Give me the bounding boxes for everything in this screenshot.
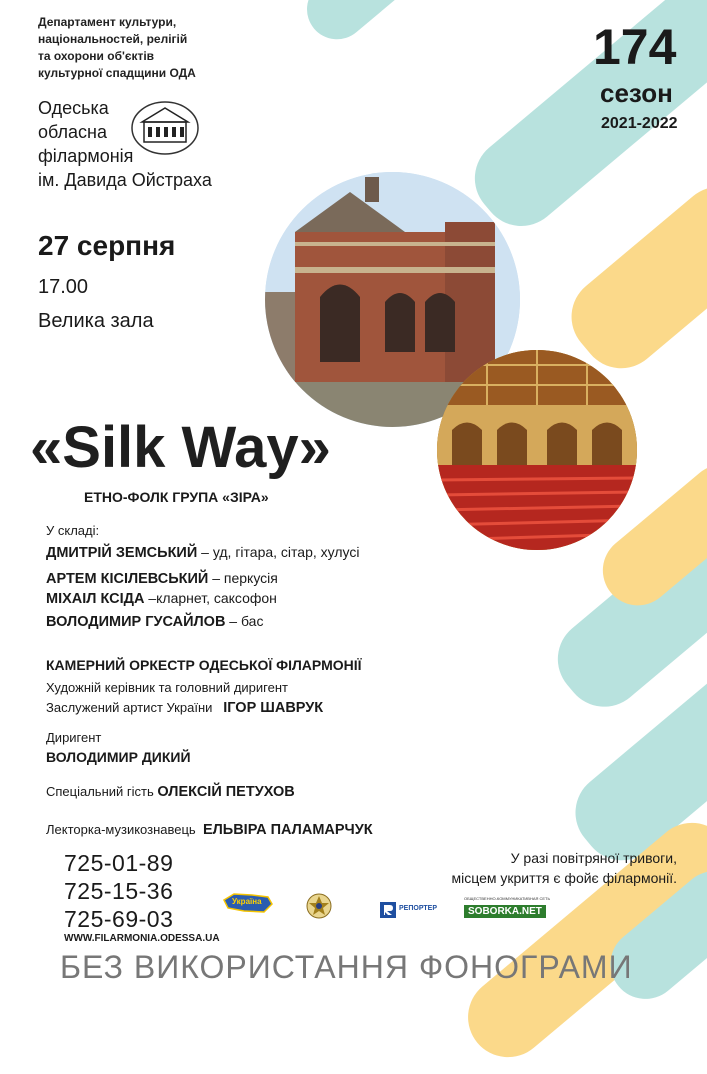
lecturer-row (46, 822, 373, 838)
ukraina-logo (222, 892, 274, 914)
artist-name: ІГОР ШАВРУК (223, 700, 324, 716)
phone-number[interactable]: 725-15-36 (64, 878, 174, 904)
philharmonic-logo-icon (130, 100, 200, 156)
hall-photo-image (437, 350, 637, 550)
event-date: 27 серпня (38, 230, 176, 261)
composition-label: У складі: (46, 523, 100, 538)
soborka-logo (464, 896, 554, 920)
philharmonic-line: філармонія (38, 146, 134, 166)
philharmonic-line: ім. Давида Ойстраха (38, 170, 212, 190)
phone-number[interactable]: 725-69-03 (64, 906, 174, 932)
event-hall: Велика зала (38, 310, 154, 332)
member-role: –кларнет, саксофон (144, 590, 277, 606)
orchestra-name: КАМЕРНИЙ ОРКЕСТР ОДЕСЬКОЇ ФІЛАРМОНІЇ (46, 657, 362, 673)
orchestra-artist (46, 700, 323, 716)
notice-line: місцем укриття є фойє філармонії. (451, 870, 677, 886)
member-role: – бас (225, 613, 264, 629)
orchestra-role: Художній керівник та головний диригент (46, 680, 288, 695)
member-name: МІХАІЛ КСІДА (46, 591, 145, 607)
department-line: культурної спадщини ОДА (38, 66, 196, 80)
reporter-icon (380, 902, 396, 918)
member-name: ВОЛОДИМИР ГУСАЙЛОВ (46, 614, 226, 630)
emblem-icon (306, 893, 332, 919)
season-word: сезон (600, 78, 673, 108)
season-years: 2021-2022 (601, 115, 678, 132)
member-row (46, 590, 277, 607)
reporter-logo (380, 900, 440, 920)
guest-label: Спеціальний гість (46, 784, 154, 799)
soborka-label: SOBORKA.NET (464, 905, 546, 918)
season-number: 174 (593, 19, 677, 75)
member-name: АРТЕМ КІСІЛЕВСЬКИЙ (46, 571, 209, 587)
member-row (46, 570, 278, 587)
member-role: – перкусія (208, 570, 278, 586)
decor-teal-top (295, 0, 425, 52)
artist-title: Заслужений артист України (46, 700, 213, 715)
member-row (46, 613, 263, 630)
conductor-name: ВОЛОДИМИР ДИКИЙ (46, 749, 191, 765)
department-line: національностей, релігій (38, 32, 188, 46)
footer-no-playback: БЕЗ ВИКОРИСТАННЯ ФОНОГРАМИ (60, 949, 633, 985)
member-row (46, 544, 359, 561)
reporter-label: РЕПОРТЕР (399, 905, 438, 912)
department-line: Департамент культури, (38, 15, 177, 29)
department-line: та охорони об'єктів (38, 49, 155, 63)
philharmonic-line: Одеська (38, 98, 109, 118)
notice-line: У разі повітряної тривоги, (510, 850, 677, 866)
philharmonic-line: обласна (38, 122, 107, 142)
member-name: ДМИТРІЙ ЗЕМСЬКИЙ (46, 545, 198, 561)
guest-name: ОЛЕКСІЙ ПЕТУХОВ (157, 784, 295, 800)
soborka-tagline: ОБЩЕСТВЕННО-КОММУНИКАТИВНАЯ СЕТЬ (464, 896, 551, 901)
hall-photo (437, 350, 637, 550)
phone-number[interactable]: 725-01-89 (64, 850, 174, 876)
conductor-label: Диригент (46, 730, 102, 745)
decor-yellow-right (555, 170, 707, 384)
concert-title: «Silk Way» (30, 415, 331, 480)
member-role: – уд, гітара, сітар, хулусі (197, 544, 360, 560)
lecturer-name: ЕЛЬВІРА ПАЛАМАРЧУК (202, 822, 373, 838)
air-raid-notice (357, 848, 677, 888)
concert-subtitle: ЕТНО-ФОЛК ГРУПА «ЗІРА» (84, 489, 269, 505)
lecturer-label: Лекторка-музикознавець (46, 822, 196, 837)
guest-row (46, 784, 295, 800)
website-link[interactable]: WWW.FILARMONIA.ODESSA.UA (64, 933, 220, 944)
ukraina-label: Україна (232, 897, 262, 906)
event-time: 17.00 (38, 276, 89, 298)
department-header (38, 14, 196, 82)
